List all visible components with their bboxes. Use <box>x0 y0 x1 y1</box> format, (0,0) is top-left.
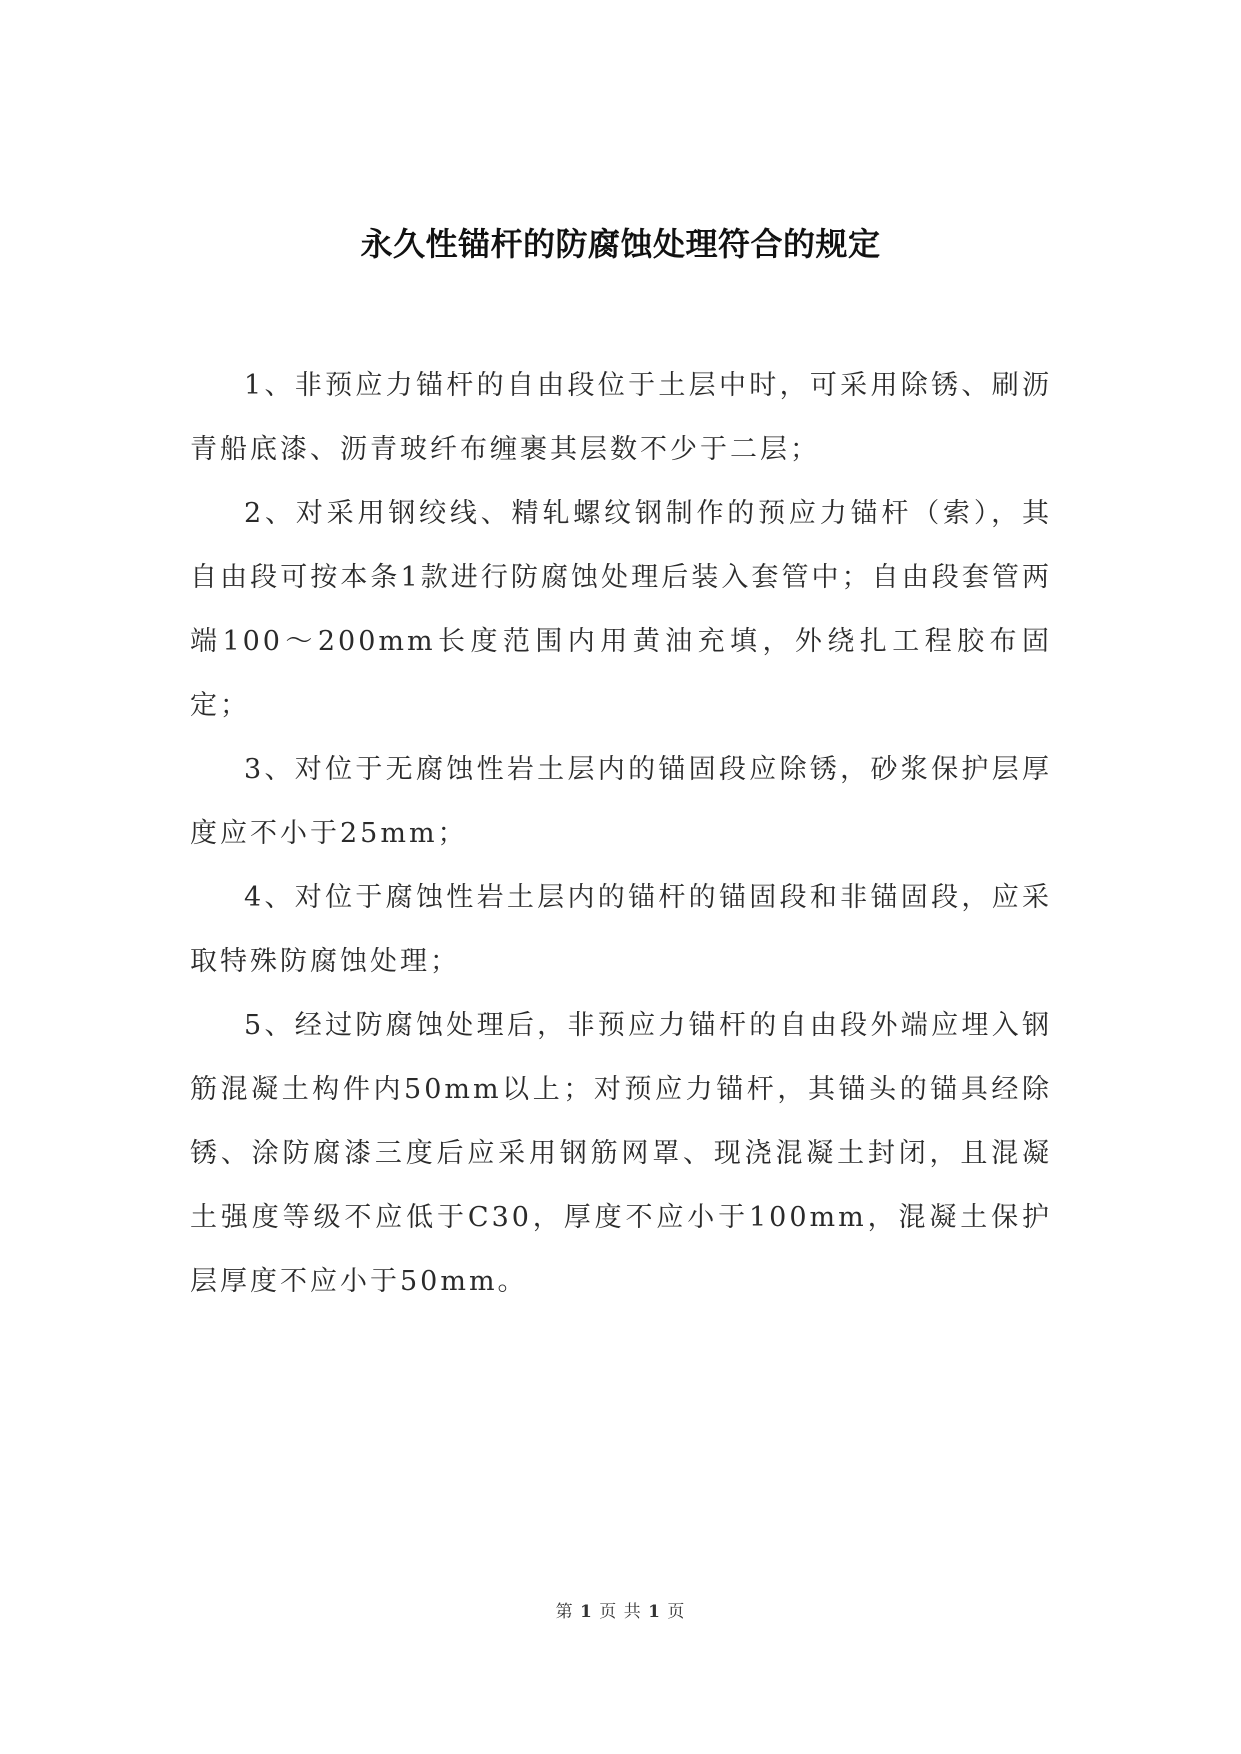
paragraph-4: 4、对位于腐蚀性岩土层内的锚杆的锚固段和非锚固段，应采取特殊防腐蚀处理； <box>190 882 1052 977</box>
footer-suffix: 页 <box>667 1602 686 1622</box>
paragraph-3: 3、对位于无腐蚀性岩土层内的锚固段应除锈，砂浆保护层厚度应不小于25mm； <box>190 754 1052 849</box>
paragraph-1: 1、非预应力锚杆的自由段位于土层中时，可采用除锈、刷沥青船底漆、沥青玻纤布缠裹其层数不少于二层； <box>190 370 1052 465</box>
page-footer <box>0 1600 1241 1624</box>
paragraph-5: 5、经过防腐蚀处理后，非预应力锚杆的自由段外端应埋入钢筋混凝土构件内50mm以上；对预应力锚杆，其锚头的锚具经除锈、涂防腐漆三度后应采用钢筋网罩、现浇混凝土封闭，且混凝土强度等级不应低于C30，厚度不应小于100mm，混凝土保护层厚度不应小于50mm。 <box>190 1010 1052 1297</box>
paragraph-2: 2、对采用钢绞线、精轧螺纹钢制作的预应力锚杆（索），其自由段可按本条1款进行防腐蚀处理后装入套管中；自由段套管两端100～200mm长度范围内用黄油充填，外绕扎工程胶布固定； <box>190 498 1052 721</box>
current-page-number: 1 <box>580 1602 593 1622</box>
footer-prefix: 第 <box>555 1602 574 1622</box>
total-page-count: 1 <box>648 1602 661 1622</box>
footer-middle: 页 共 <box>599 1602 642 1622</box>
document-body <box>190 354 1052 1314</box>
document-title: 永久性锚杆的防腐蚀处理符合的规定 <box>360 225 881 263</box>
